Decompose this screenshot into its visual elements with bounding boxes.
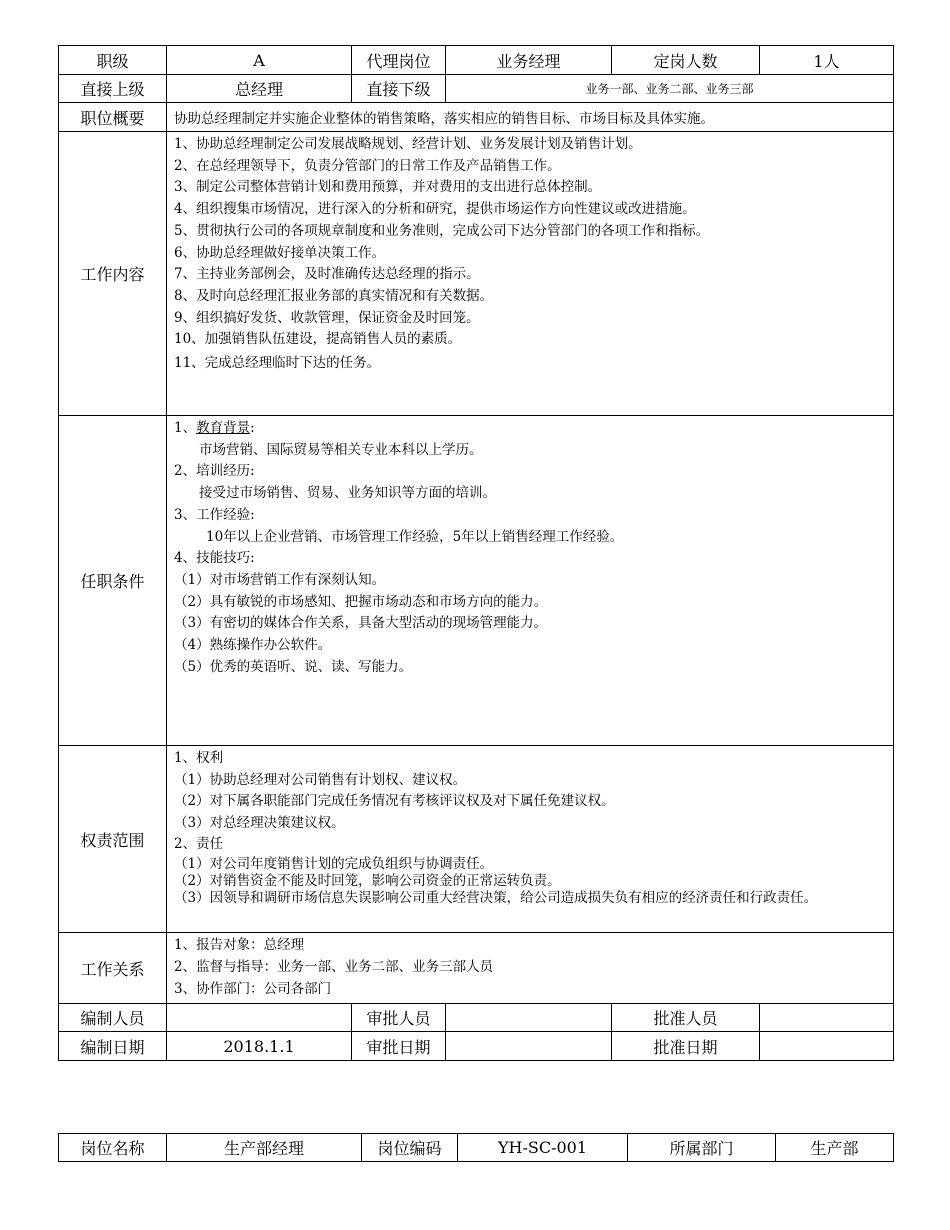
right-item: （1）协助总经理对公司销售有计划权、建议权。 — [174, 771, 467, 788]
authority-label: 权责范围 — [59, 746, 167, 933]
next-post-row — [59, 1134, 894, 1162]
experience-heading: 3、工作经验: — [174, 506, 255, 523]
qualifications-row — [59, 416, 894, 746]
post-code-value: YH-SC-001 — [458, 1134, 628, 1162]
date-label: 编制日期 — [59, 1032, 167, 1061]
approver-label: 批准人员 — [612, 1004, 760, 1032]
duty-item: 5、贯彻执行公司的各项规章制度和业务准则，完成公司下达分管部门的各项工作和指标。 — [174, 222, 710, 239]
next-post-table — [58, 1133, 894, 1162]
author-value — [167, 1004, 352, 1032]
duty-item: 11、完成总经理临时下达的任务。 — [174, 355, 381, 372]
headcount-value: 1人 — [760, 46, 894, 75]
summary-text: 协助总经理制定并实施企业整体的销售策略，落实相应的销售目标、市场目标及具体实施。 — [167, 103, 894, 132]
authority-row — [59, 746, 894, 933]
duty-item: 9、组织搞好发货、收款管理，保证资金及时回笼。 — [174, 309, 480, 326]
skill-item: （3）有密切的媒体合作关系，具备大型活动的现场管理能力。 — [174, 615, 548, 632]
right-item: （2）对下属各职能部门完成任务情况有考核评议权及对下属任免建议权。 — [174, 793, 615, 809]
relation-item: 1、报告对象：总经理 — [174, 937, 305, 953]
approve-date-label: 批准日期 — [612, 1032, 760, 1061]
qualifications-list — [167, 416, 894, 746]
superior-value: 总经理 — [167, 75, 352, 103]
summary-row — [59, 103, 894, 132]
responsibility-item: （2）对销售资金不能及时回笼，影响公司资金的正常运转负责。 — [174, 872, 561, 889]
qualifications-label: 任职条件 — [59, 416, 167, 746]
department-label: 所属部门 — [628, 1134, 776, 1162]
skill-item: （4）熟练操作办公软件。 — [174, 637, 332, 654]
training-text: 接受过市场销售、贸易、业务知识等方面的培训。 — [199, 485, 496, 502]
job-description-table — [58, 45, 894, 1061]
duty-item: 6、协助总经理做好接单决策工作。 — [174, 244, 386, 261]
skill-item: （5）优秀的英语听、说、读、写能力。 — [174, 658, 413, 675]
responsibility-heading: 2、责任 — [174, 836, 224, 852]
duty-item: 3、制定公司整体营销计划和费用预算，并对费用的支出进行总体控制。 — [174, 179, 602, 196]
skill-item: （1）对市场营销工作有深刻认知。 — [174, 571, 386, 588]
department-value: 生产部 — [776, 1134, 894, 1162]
duty-item: 7、主持业务部例会，及时准确传达总经理的指示。 — [174, 266, 480, 283]
duties-row — [59, 132, 894, 416]
review-date-value — [446, 1032, 612, 1061]
responsibility-item: （1）对公司年度销售计划的完成负组织与协调责任。 — [174, 855, 494, 872]
relation-item: 2、监督与指导：业务一部、业务二部、业务三部人员 — [174, 959, 494, 975]
superior-row — [59, 75, 894, 103]
reviewer-label: 审批人员 — [352, 1004, 446, 1032]
grade-label: 职级 — [59, 46, 167, 75]
responsibility-item: （3）因领导和调研市场信息失误影响公司重大经营决策，给公司造成损失负有相应的经济责任和行政责任。 — [174, 889, 818, 906]
right-item: （3）对总经理决策建议权。 — [174, 814, 345, 831]
author-label: 编制人员 — [59, 1004, 167, 1032]
summary-label: 职位概要 — [59, 103, 167, 132]
approve-date-value — [760, 1032, 894, 1061]
subordinate-label: 直接下级 — [352, 75, 446, 103]
duty-item: 2、在总经理领导下，负责分管部门的日常工作及产品销售工作。 — [174, 157, 561, 174]
post-name-value: 生产部经理 — [167, 1134, 362, 1162]
grade-row — [59, 46, 894, 75]
author-row — [59, 1004, 894, 1032]
authority-list — [167, 746, 894, 933]
duty-item: 10、加强销售队伍建设，提高销售人员的素质。 — [174, 331, 462, 348]
relations-list — [167, 933, 894, 1004]
relations-row — [59, 933, 894, 1004]
post-code-label: 岗位编码 — [362, 1134, 458, 1162]
duties-list — [167, 132, 894, 416]
training-heading: 2、培训经历: — [174, 463, 255, 480]
duty-item: 4、组织搜集市场情况，进行深入的分析和研究，提供市场运作方向性建议或改进措施。 — [174, 201, 696, 218]
date-value: 2018.1.1 — [167, 1032, 352, 1061]
skills-heading: 4、技能技巧: — [174, 550, 255, 567]
approver-value — [760, 1004, 894, 1032]
deputy-label: 代理岗位 — [352, 46, 446, 75]
headcount-label: 定岗人数 — [612, 46, 760, 75]
duty-item: 8、及时向总经理汇报业务部的真实情况和有关数据。 — [174, 287, 494, 304]
reviewer-value — [446, 1004, 612, 1032]
date-row — [59, 1032, 894, 1061]
experience-text: 10年以上企业营销、市场管理工作经验，5年以上销售经理工作经验。 — [206, 528, 624, 545]
skill-item: （2）具有敏锐的市场感知、把握市场动态和市场方向的能力。 — [174, 593, 548, 610]
post-name-label: 岗位名称 — [59, 1134, 167, 1162]
grade-value: A — [167, 46, 352, 75]
education-text: 市场营销、国际贸易等相关专业本科以上学历。 — [199, 441, 483, 458]
relation-item: 3、协作部门：公司各部门 — [174, 981, 332, 997]
duty-item: 1、协助总经理制定公司发展战略规划、经营计划、业务发展计划及销售计划。 — [174, 136, 642, 152]
subordinate-value: 业务一部、业务二部、业务三部 — [446, 75, 894, 103]
review-date-label: 审批日期 — [352, 1032, 446, 1061]
superior-label: 直接上级 — [59, 75, 167, 103]
duties-label: 工作内容 — [59, 132, 167, 416]
rights-heading: 1、权利 — [174, 750, 224, 766]
deputy-value: 业务经理 — [446, 46, 612, 75]
relations-label: 工作关系 — [59, 933, 167, 1004]
education-heading: 1、教育背景: — [174, 420, 255, 436]
